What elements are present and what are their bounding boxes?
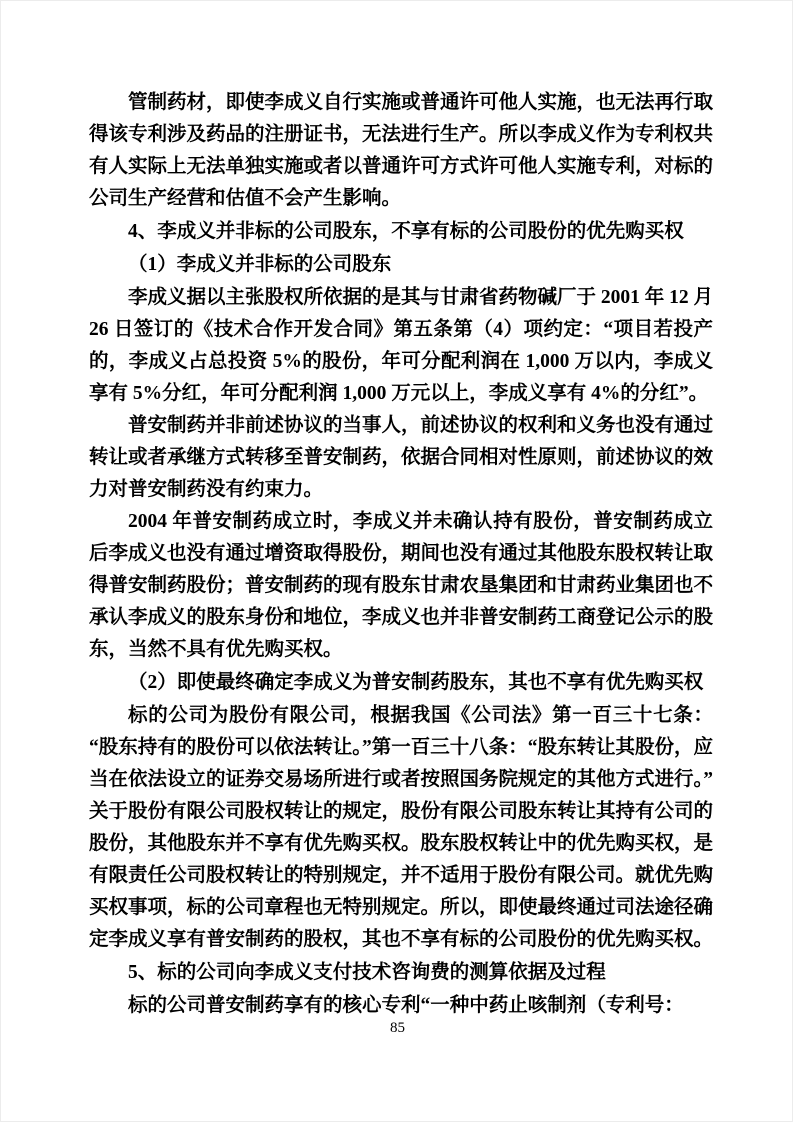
paragraph: 标的公司为股份有限公司，根据我国《公司法》第一百三十七条：“股东持有的股份可以依法转让。”第一百三十八条：“股东转让其股份，应当在依法设立的证券交易场所进行或者按照国务院规定的其他方式进行。”关于股份有限公司股权转让的规定，股份有限公司股东转让其持有公司的股份，其他股东并不享有优先购买权。股东股权转让中的优先购买权，是有限责任公司股权转让的特别规定，并不适用于股份有限公司。就优先购买权事项，标的公司章程也无特别规定。所以，即使最终通过司法途径确定李成义享有普安制药的股权，其也不享有标的公司股份的优先购买权。: [89, 705, 714, 950]
heading-item-4: 4、李成义并非标的公司股东，不享有标的公司股份的优先购买权: [128, 221, 684, 242]
heading-item-4-1: （1）李成义并非标的公司股东: [128, 254, 392, 275]
heading-item-4-2: （2）即使最终确定李成义为普安制药股东，其也不享有优先购买权: [128, 672, 704, 693]
paragraph: 标的公司普安制药享有的核心专利“一种中药止咳制剂（专利号：: [128, 995, 684, 1016]
page-number: 85: [390, 1020, 405, 1036]
document-body: [89, 87, 713, 1022]
paragraph: 2004 年普安制药成立时，李成义并未确认持有股份，普安制药成立后李成义也没有通过增资取得股份，期间也没有通过其他股东股权转让取得普安制药股份；普安制药的现有股东甘肃农垦集团和甘肃药业集团也不承认李成义的股东身份和地位，李成义也并非普安制药工商登记公示的股东，当然不具有优先购买权。: [89, 511, 714, 660]
heading-item-5: 5、标的公司向李成义支付技术咨询费的测算依据及过程: [128, 962, 606, 983]
paragraph: 李成义据以主张股权所依据的是其与甘肃省药物碱厂于 2001 年 12 月 26 日签订的《技术合作开发合同》第五条第（4）项约定：“项目若投产的，李成义占总投资 5%的股份，年可分配利润在 1,000 万以内，李成义享有 5%分红，年可分配利润 1,000 万元以上，李成义享有 4%的分红”。: [89, 287, 714, 404]
paragraph: 管制药材，即使李成义自行实施或普通许可他人实施，也无法再行取得该专利涉及药品的注册证书，无法进行生产。所以李成义作为专利权共有人实际上无法单独实施或者以普通许可方式许可他人实施专利，对标的公司生产经营和估值不会产生影响。: [89, 92, 714, 209]
paragraph: 普安制药并非前述协议的当事人，前述协议的权利和义务也没有通过转让或者承继方式转移至普安制药，依据合同相对性原则，前述协议的效力对普安制药没有约束力。: [89, 415, 714, 500]
